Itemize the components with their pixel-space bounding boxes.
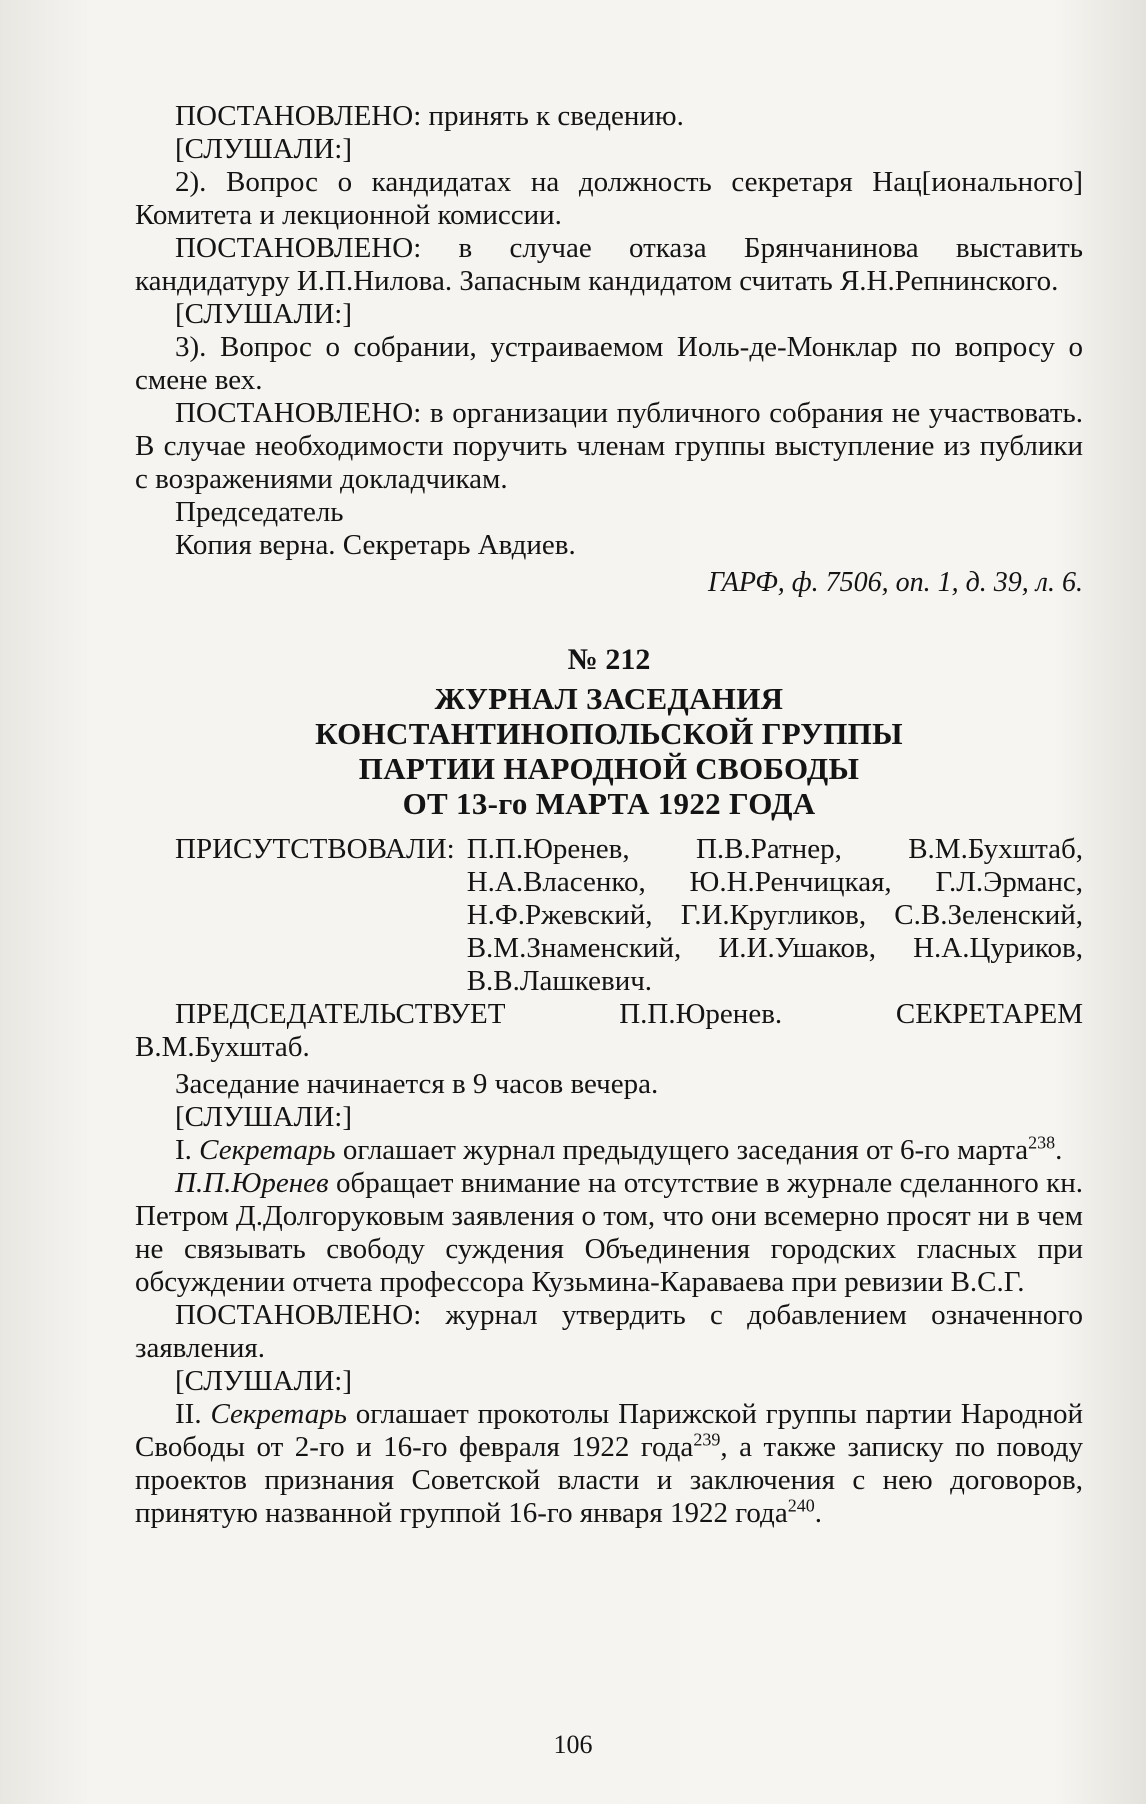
resolution-I: ПОСТАНОВЛЕНО: журнал утвердить с добавлением означенного заявления. (135, 1299, 1083, 1364)
meeting-opening: Заседание начинается в 9 часов вечера. (175, 1068, 659, 1100)
item-II-speaker: Секретарь (210, 1398, 347, 1430)
secretary-label: СЕКРЕТАРЕМ (895, 998, 1083, 1030)
item-I-number: I. (175, 1134, 192, 1166)
item-I-text: оглашает журнал предыдущего заседания от 6-го марта (342, 1134, 1029, 1166)
yurenev-remark (135, 1167, 1083, 1299)
item-II-number: II. (175, 1398, 202, 1430)
agenda-item-I: I. Секретарь оглашает журнал предыдущего заседания от 6-го марта$^{238}$. (175, 1132, 1063, 1166)
heard-marker-3: [СЛУШАЛИ:] (175, 298, 353, 330)
secretary-name: В.М.Бухштаб. (135, 1031, 310, 1063)
item-I-speaker: Секретарь (199, 1134, 336, 1166)
agenda-item-3: 3). Вопрос о собрании, устраиваемом Иоль-де-Монклар по вопросу о смене вех. (135, 331, 1083, 396)
footnote-239: 239 (693, 1429, 721, 1450)
copy-certification: Копия верна. Секретарь Авдиев. (175, 529, 576, 561)
document-title-line-1: ЖУРНАЛ ЗАСЕДАНИЯ (434, 681, 784, 716)
footnote-240: 240 (787, 1495, 815, 1516)
archive-source: ГАРФ, ф. 7506, оп. 1, д. 39, л. 6. (707, 567, 1083, 598)
yurenev-text: обращает внимание на отсутствие в журнале сделанного кн. Петром Д.Долгоруковым заявления о том, что они всемерно просят ни в чем не связывать свободу суждения Объединения городских гласных при обсуждении отчета профессора Кузьмина-Караваева при ревизии В.С.Г. (135, 1167, 1083, 1298)
heard-marker-I: [СЛУШАЛИ:] (175, 1101, 353, 1133)
chair-name: П.П.Юренев. (619, 998, 783, 1030)
chair-secretary-line (135, 998, 1083, 1031)
agenda-item-II: II. Секретарь оглашает прокотолы Парижской группы партии Народной Свободы от 2-го и 16-го февраля 1922 года$^{239}$, а также записку по поводу проектов признания Советской власти и заключения с нею договоров, принятую названной группой 16-го января 1922 года$^{240}$. (135, 1398, 1084, 1529)
chairman-signature: Председатель (175, 496, 344, 528)
agenda-item-2: 2). Вопрос о кандидатах на должность секретаря Нац[ионального] Комитета и лекционной комиссии. (135, 166, 1083, 231)
heard-marker-II: [СЛУШАЛИ:] (175, 1365, 353, 1397)
item-II-text-b: , а также записку по поводу проектов признания Советской власти и заключения с нею договоров, принятую названной группой 16-го января 1922 года (135, 1431, 1083, 1529)
heard-marker-2: [СЛУШАЛИ:] (175, 133, 353, 165)
attendees-label: ПРИСУТСТВОВАЛИ: (175, 833, 455, 865)
resolution-1: ПОСТАНОВЛЕНО: принять к сведению. (175, 100, 684, 132)
chair-label: ПРЕДСЕДАТЕЛЬСТВУЕТ (175, 998, 506, 1030)
document-number: № 212 (567, 643, 651, 676)
page-number: 106 (553, 1730, 593, 1759)
item-II-text-a: оглашает прокотолы Парижской группы партии Народной Свободы от 2-го и 16-го февраля 1922 года (135, 1398, 1084, 1463)
document-title-line-2: КОНСТАНТИНОПОЛЬСКОЙ ГРУППЫ (315, 716, 903, 751)
resolution-3: ПОСТАНОВЛЕНО: в организации публичного собрания не участвовать. В случае необходимости поручить членам группы выступление из публики с возражениями докладчикам. (135, 397, 1083, 495)
resolution-2: ПОСТАНОВЛЕНО: в случае отказа Брянчанинова выставить кандидатуру И.П.Нилова. Запасным кандидатом считать Я.Н.Репнинского. (135, 232, 1083, 297)
attendees-block (135, 833, 1083, 998)
document-title-line-4: ОТ 13-го МАРТА 1922 ГОДА (402, 786, 816, 821)
text-column (135, 100, 1083, 1530)
yurenev-speaker: П.П.Юренев (175, 1167, 329, 1199)
document-title-line-3: ПАРТИИ НАРОДНОЙ СВОБОДЫ (358, 751, 860, 786)
attendees-list: П.П.Юренев, П.В.Ратнер, В.М.Бухштаб, Н.А.Власенко, Ю.Н.Ренчицкая, Г.Л.Эрманс, Н.Ф.Ржевский, Г.И.Кругликов, С.В.Зеленский, В.М.Знаменский, И.И.Ушаков, Н.А.Цуриков, В.В.Лашкевич. (466, 833, 1083, 997)
footnote-238: 238 (1028, 1132, 1056, 1153)
